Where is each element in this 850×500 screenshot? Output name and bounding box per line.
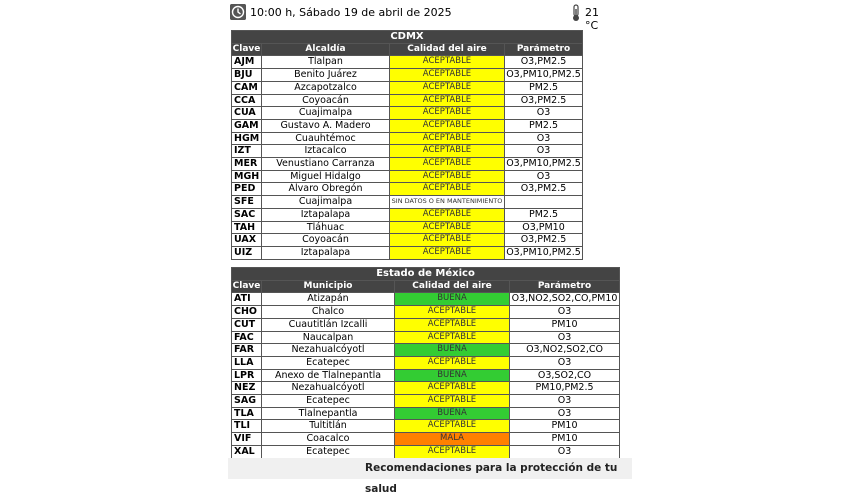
col-header-parametro: Parámetro: [510, 280, 620, 293]
air-quality-status: ACEPTABLE: [395, 306, 510, 319]
location-name: Cuajimalpa: [262, 196, 390, 209]
station-code: XAL: [232, 445, 262, 458]
cdmx-title: CDMX: [232, 31, 583, 44]
pollutant-parameters: O3: [510, 407, 620, 420]
table-row: [232, 94, 583, 107]
location-name: Álvaro Obregón: [262, 183, 390, 196]
col-header-municipio: Municipio: [262, 280, 395, 293]
header-bar: [230, 4, 615, 32]
recommendations-link[interactable]: [228, 458, 632, 495]
table-row: [232, 170, 583, 183]
station-code: UAX: [232, 234, 262, 247]
station-code: FAC: [232, 331, 262, 344]
station-code: TLA: [232, 407, 262, 420]
pollutant-parameters: PM2.5: [505, 119, 583, 132]
air-quality-status: ACEPTABLE: [395, 318, 510, 331]
table-row: [232, 81, 583, 94]
pollutant-parameters: O3: [505, 170, 583, 183]
pollutant-parameters: O3: [510, 306, 620, 319]
col-header-calidad: Calidad del aire: [395, 280, 510, 293]
table-row: [232, 369, 620, 382]
air-quality-status: ACEPTABLE: [390, 107, 505, 120]
air-quality-status: ACEPTABLE: [395, 356, 510, 369]
pollutant-parameters: O3,PM10,PM2.5: [506, 246, 581, 258]
location-name: Ecatepec: [262, 395, 395, 408]
station-code: CCA: [232, 94, 262, 107]
location-name: Azcapotzalco: [262, 81, 390, 94]
location-name: Nezahualcóyotl: [262, 344, 395, 357]
pollutant-parameters: O3,PM10,PM2.5: [506, 69, 581, 81]
pollutant-parameters: O3,PM10,PM2.5: [506, 158, 581, 170]
location-name: Tultitlán: [262, 420, 395, 433]
pollutant-parameters: O3: [510, 356, 620, 369]
pollutant-parameters: PM10: [510, 318, 620, 331]
table-row: [232, 445, 620, 458]
station-code: SAC: [232, 208, 262, 221]
datetime-label: 10:00 h, Sábado 19 de abril de 2025: [250, 6, 452, 19]
location-name: Venustiano Carranza: [262, 158, 390, 171]
location-name: Atizapán: [262, 293, 395, 306]
table-row: [232, 356, 620, 369]
pollutant-parameters: O3,PM2.5: [505, 234, 583, 247]
pollutant-parameters: O3,PM10: [505, 221, 583, 234]
location-name: Cuajimalpa: [262, 107, 390, 120]
pollutant-parameters: PM10,PM2.5: [510, 382, 620, 395]
table-row: [232, 318, 620, 331]
col-header-clave: Clave: [232, 43, 262, 56]
table-row: [232, 306, 620, 319]
pollutant-parameters: O3,SO2,CO: [510, 369, 620, 382]
location-name: Naucalpan: [262, 331, 395, 344]
table-row: [232, 107, 583, 120]
station-code: CHO: [232, 306, 262, 319]
table-row: [232, 344, 620, 357]
table-row: [232, 234, 583, 247]
table-row: [232, 183, 583, 196]
station-code: LPR: [232, 369, 262, 382]
location-name: Iztapalapa: [262, 246, 390, 259]
station-code: SFE: [232, 196, 262, 209]
table-row: [232, 246, 583, 259]
air-quality-status: ACEPTABLE: [395, 331, 510, 344]
temperature-label: 21 °C: [585, 6, 599, 32]
station-code: FAR: [232, 344, 262, 357]
edomex-table: [231, 267, 620, 459]
pollutant-parameters: O3: [510, 331, 620, 344]
station-code: TLI: [232, 420, 262, 433]
station-code: CUT: [232, 318, 262, 331]
station-code: GAM: [232, 119, 262, 132]
pollutant-parameters: O3,NO2,SO2,CO,PM10: [510, 293, 620, 306]
air-quality-status: ACEPTABLE: [390, 208, 505, 221]
air-quality-status: ACEPTABLE: [390, 170, 505, 183]
air-quality-status: ACEPTABLE: [390, 221, 505, 234]
pollutant-parameters: O3: [510, 395, 620, 408]
location-name: Tláhuac: [262, 221, 390, 234]
cdmx-table: [231, 30, 583, 260]
pollutant-parameters: O3: [505, 107, 583, 120]
location-name: Miguel Hidalgo: [262, 170, 390, 183]
station-code: UIZ: [232, 246, 262, 259]
col-header-parametro: Parámetro: [505, 43, 583, 56]
station-code: BJU: [232, 69, 262, 82]
air-quality-status: ACEPTABLE: [395, 395, 510, 408]
pollutant-parameters: O3,PM2.5: [505, 94, 583, 107]
pollutant-parameters: PM2.5: [505, 81, 583, 94]
location-name: Iztapalapa: [262, 208, 390, 221]
table-row: [232, 158, 583, 171]
table-row: [232, 221, 583, 234]
station-code: CAM: [232, 81, 262, 94]
station-code: ATI: [232, 293, 262, 306]
air-quality-status: ACEPTABLE: [395, 420, 510, 433]
station-code: HGM: [232, 132, 262, 145]
station-code: TAH: [232, 221, 262, 234]
station-code: IZT: [232, 145, 262, 158]
pollutant-parameters: O3: [505, 132, 583, 145]
station-code: AJM: [232, 56, 262, 69]
location-name: Benito Juárez: [262, 69, 390, 82]
pollutant-parameters: O3,NO2,SO2,CO: [510, 344, 620, 357]
pollutant-parameters: PM2.5: [505, 208, 583, 221]
station-code: SAG: [232, 395, 262, 408]
col-header-clave: Clave: [232, 280, 262, 293]
recommendations-label: Recomendaciones para la protección de tu salud: [365, 462, 618, 495]
air-quality-status: BUENA: [395, 293, 510, 306]
pollutant-parameters: O3: [510, 445, 620, 458]
pollutant-parameters: PM10: [510, 420, 620, 433]
air-quality-status: BUENA: [395, 344, 510, 357]
thermometer-icon: [571, 4, 581, 22]
air-quality-status: ACEPTABLE: [390, 246, 505, 259]
table-row: [232, 132, 583, 145]
pollutant-parameters: O3,PM2.5: [505, 183, 583, 196]
air-quality-status: SIN DATOS O EN MANTENIMIENTO: [390, 196, 505, 209]
table-row: [232, 119, 583, 132]
clock-icon: [230, 4, 246, 20]
table-row: [232, 420, 620, 433]
air-quality-status: ACEPTABLE: [390, 94, 505, 107]
table-row: [232, 407, 620, 420]
air-quality-status: ACEPTABLE: [395, 445, 510, 458]
col-header-alcaldia: Alcaldía: [262, 43, 390, 56]
table-row: [232, 395, 620, 408]
location-name: Anexo de Tlalnepantla: [262, 369, 395, 382]
location-name: Tlalpan: [262, 56, 390, 69]
table-row: [232, 293, 620, 306]
table-row: [232, 196, 583, 209]
table-row: [232, 145, 583, 158]
air-quality-status: ACEPTABLE: [390, 69, 505, 82]
air-quality-status: ACEPTABLE: [395, 382, 510, 395]
air-quality-status: MALA: [395, 433, 510, 446]
col-header-calidad: Calidad del aire: [390, 43, 505, 56]
location-name: Ecatepec: [262, 356, 395, 369]
location-name: Iztacalco: [262, 145, 390, 158]
location-name: Chalco: [262, 306, 395, 319]
location-name: Gustavo A. Madero: [262, 119, 390, 132]
air-quality-status: ACEPTABLE: [390, 56, 505, 69]
location-name: Cuautitlán Izcalli: [262, 318, 395, 331]
pollutant-parameters: O3,PM2.5: [505, 56, 583, 69]
table-row: [232, 331, 620, 344]
pollutant-parameters: PM10: [510, 433, 620, 446]
pollutant-parameters: [505, 196, 583, 209]
table-row: [232, 433, 620, 446]
edomex-title: Estado de México: [232, 268, 620, 281]
location-name: Ecatepec: [262, 445, 395, 458]
pollutant-parameters: O3: [505, 145, 583, 158]
location-name: Coyoacán: [262, 234, 390, 247]
air-quality-status: ACEPTABLE: [390, 132, 505, 145]
air-quality-status: ACEPTABLE: [390, 145, 505, 158]
air-quality-status: BUENA: [395, 407, 510, 420]
table-row: [232, 56, 583, 69]
location-name: Cuauhtémoc: [262, 132, 390, 145]
air-quality-status: ACEPTABLE: [390, 158, 505, 171]
location-name: Nezahualcóyotl: [262, 382, 395, 395]
station-code: VIF: [232, 433, 262, 446]
station-code: CUA: [232, 107, 262, 120]
location-name: Coyoacán: [262, 94, 390, 107]
air-quality-status: ACEPTABLE: [390, 234, 505, 247]
table-row: [232, 382, 620, 395]
station-code: MER: [232, 158, 262, 171]
station-code: LLA: [232, 356, 262, 369]
air-quality-status: BUENA: [395, 369, 510, 382]
air-quality-status: ACEPTABLE: [390, 183, 505, 196]
location-name: Tlalnepantla: [262, 407, 395, 420]
air-quality-status: ACEPTABLE: [390, 81, 505, 94]
station-code: PED: [232, 183, 262, 196]
table-row: [232, 69, 583, 82]
table-row: [232, 208, 583, 221]
station-code: NEZ: [232, 382, 262, 395]
air-quality-status: ACEPTABLE: [390, 119, 505, 132]
station-code: MGH: [232, 170, 262, 183]
location-name: Coacalco: [262, 433, 395, 446]
